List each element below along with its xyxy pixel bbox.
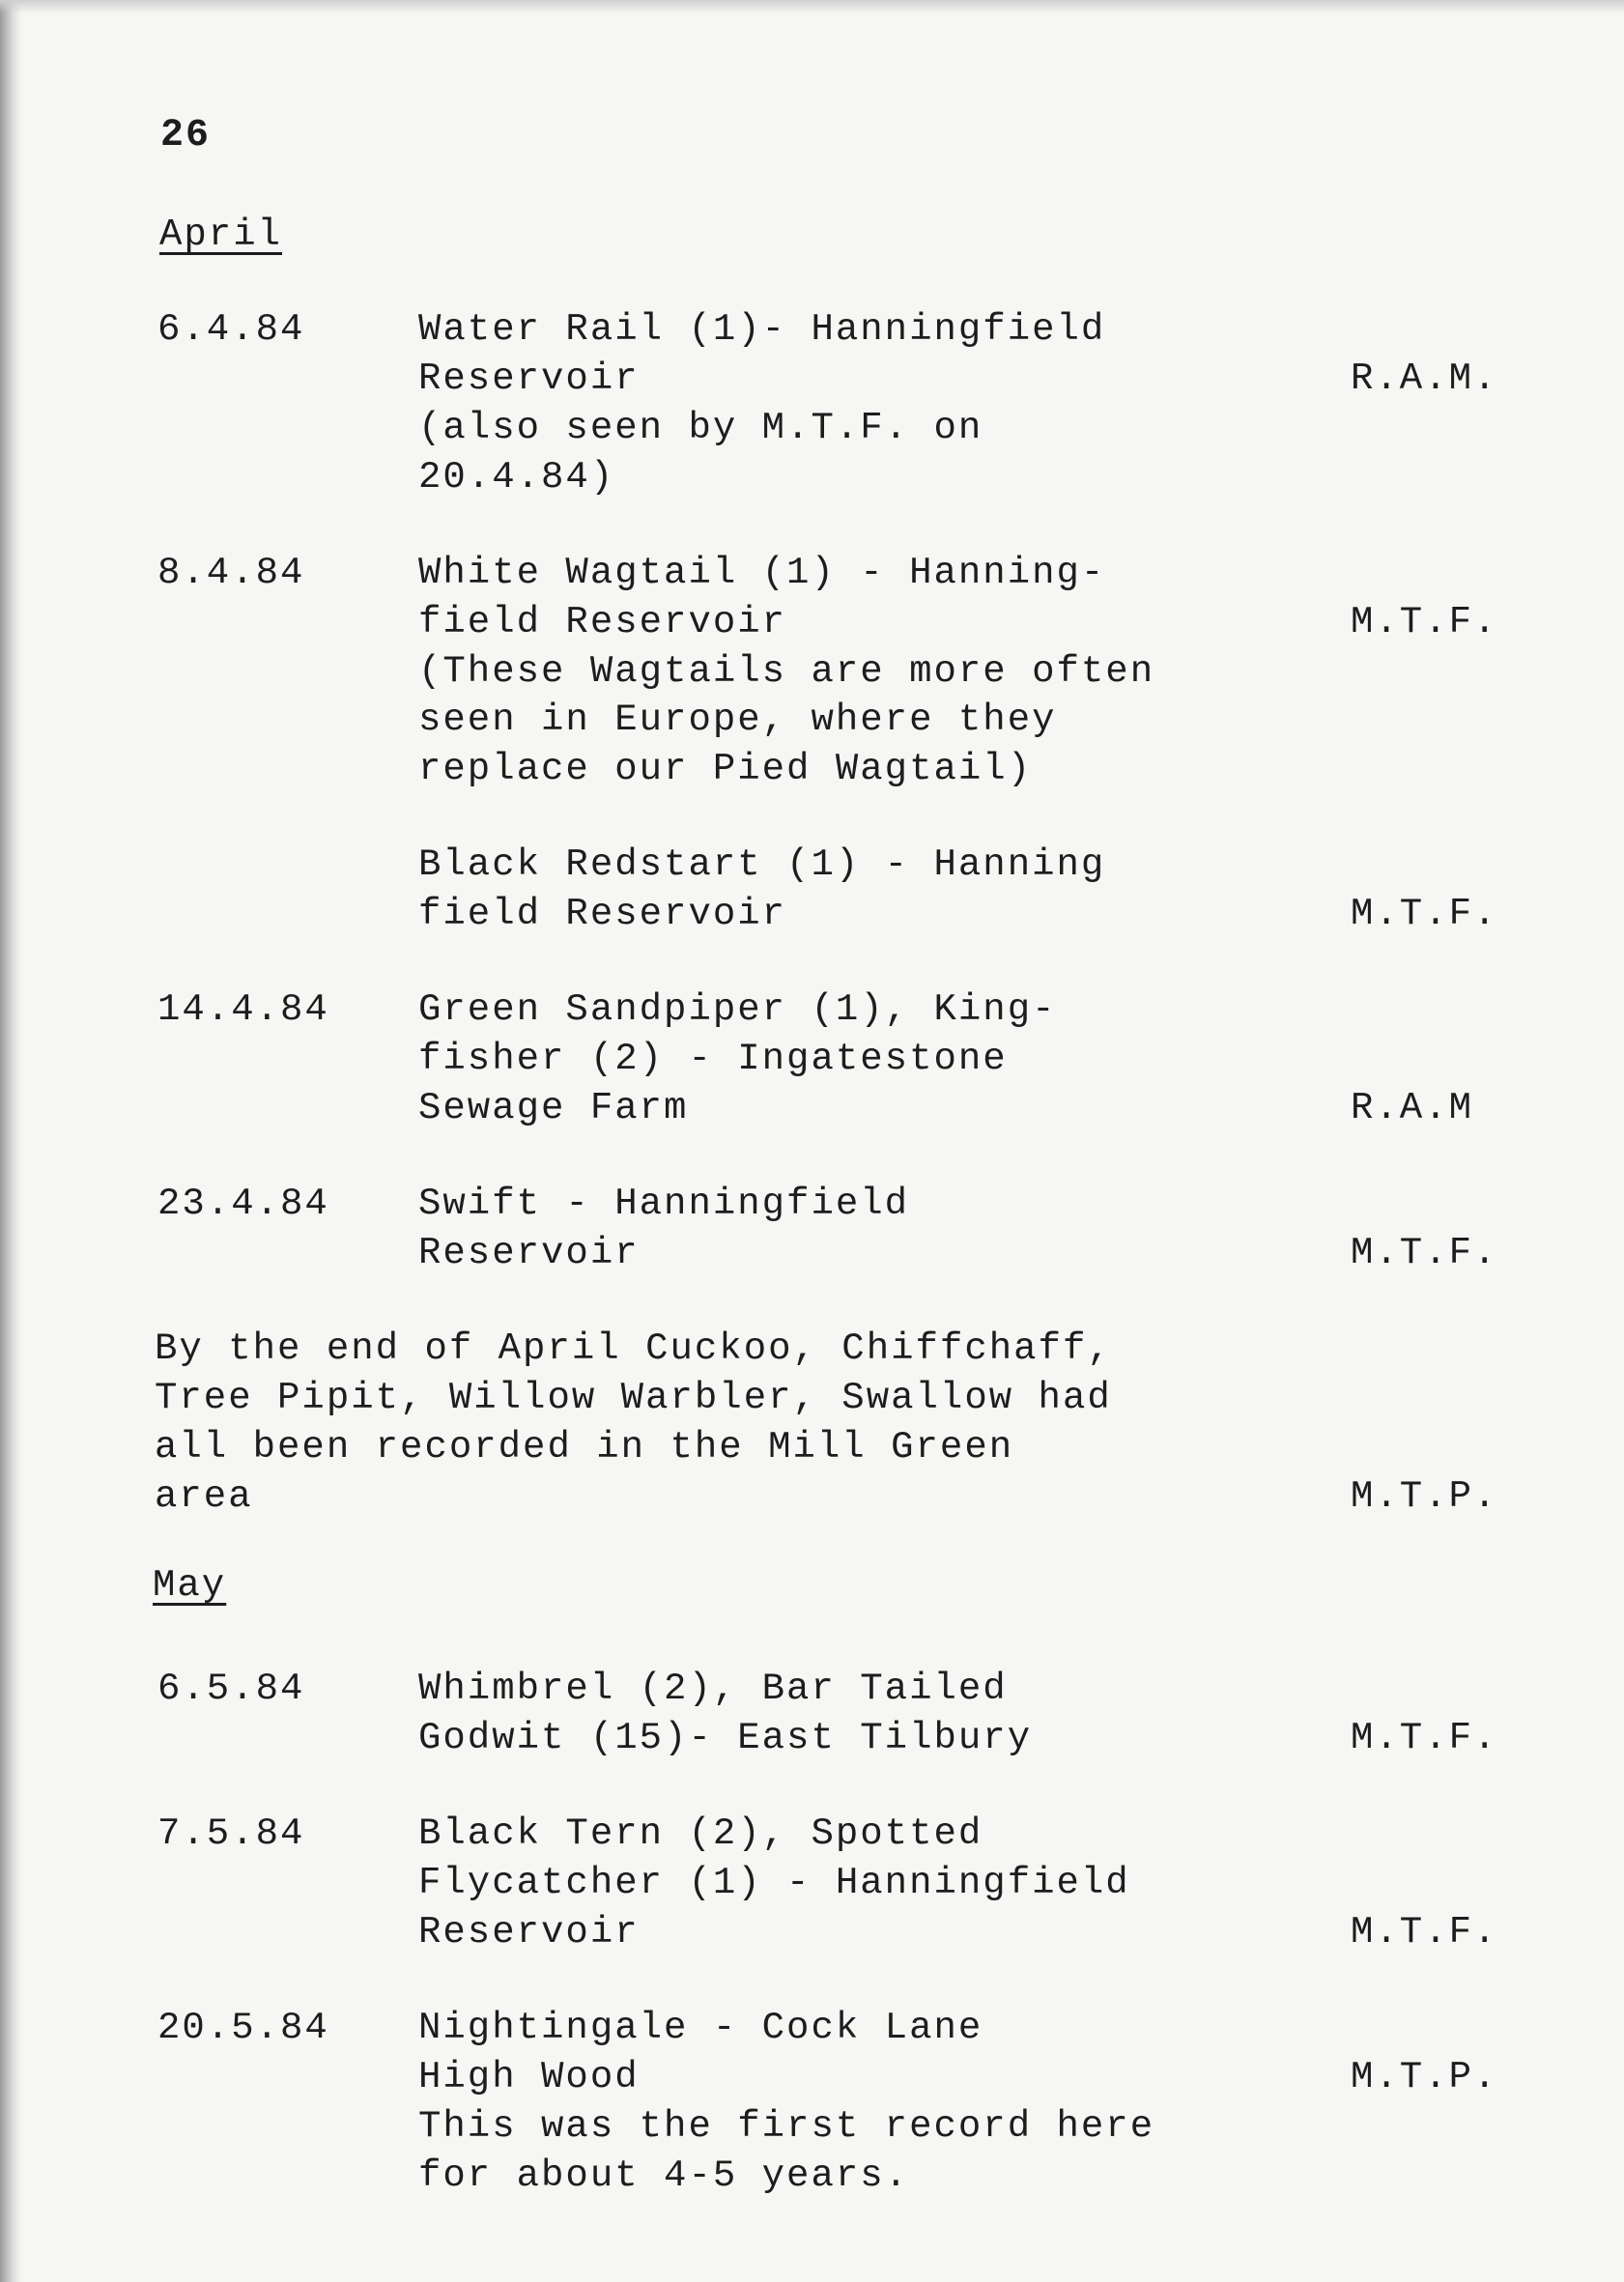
summary-line: all been recorded in the Mill Green (155, 1426, 1014, 1469)
entry-line: field Reservoir (418, 893, 787, 935)
section-heading-april: April (159, 214, 283, 256)
entry-observer: M.T.F. (1351, 601, 1498, 643)
entry-line: seen in Europe, where they (418, 699, 1057, 741)
summary-observer: M.T.P. (1351, 1475, 1498, 1518)
entry-date: 23.4.84 (157, 1183, 329, 1225)
entry-line: Water Rail (1)- Hanningfield (418, 308, 1106, 351)
entry-line: 20.4.84) (418, 456, 615, 499)
entry-line: fisher (2) - Ingatestone (418, 1038, 1008, 1080)
entry-observer: M.T.F. (1351, 1911, 1498, 1954)
entry-line: Black Redstart (1) - Hanning (418, 843, 1106, 886)
entry-date: 6.5.84 (157, 1668, 305, 1710)
entry-observer: M.T.F. (1351, 893, 1498, 935)
summary-line: By the end of April Cuckoo, Chiffchaff, (155, 1327, 1112, 1370)
section-heading-may: May (153, 1564, 227, 1607)
entry-date: 8.4.84 (157, 552, 305, 594)
page-top-shadow (0, 0, 1624, 14)
entry-line: Reservoir (418, 1911, 640, 1954)
entry-line: (also seen by M.T.F. on (418, 407, 983, 449)
entry-line: Flycatcher (1) - Hanningfield (418, 1862, 1130, 1904)
entry-observer: M.T.F. (1351, 1717, 1498, 1759)
page-number: 26 (160, 114, 212, 157)
entry-line: Godwit (15)- East Tilbury (418, 1717, 1033, 1759)
entry-line: Nightingale - Cock Lane (418, 2007, 983, 2049)
page-edge-shadow (0, 0, 21, 2282)
entry-line: Swift - Hanningfield (418, 1183, 910, 1225)
entry-observer: M.T.P. (1351, 2056, 1498, 2098)
entry-date: 7.5.84 (157, 1812, 305, 1855)
entry-line: Reservoir (418, 357, 640, 400)
entry-line: field Reservoir (418, 601, 787, 643)
entry-line: for about 4-5 years. (418, 2154, 910, 2197)
entry-line: Black Tern (2), Spotted (418, 1812, 983, 1855)
entry-date: 14.4.84 (157, 988, 329, 1031)
entry-date: 20.5.84 (157, 2007, 329, 2049)
summary-line: Tree Pipit, Willow Warbler, Swallow had (155, 1377, 1112, 1419)
entry-observer: M.T.F. (1351, 1232, 1498, 1274)
entry-date: 6.4.84 (157, 308, 305, 351)
entry-line: Sewage Farm (418, 1087, 689, 1129)
entry-line: This was the first record here (418, 2105, 1155, 2148)
entry-line: White Wagtail (1) - Hanning- (418, 552, 1106, 594)
entry-observer: R.A.M (1351, 1087, 1474, 1129)
entry-line: Whimbrel (2), Bar Tailed (418, 1668, 1008, 1710)
entry-line: Green Sandpiper (1), King- (418, 988, 1057, 1031)
summary-line: area (155, 1475, 253, 1518)
entry-observer: R.A.M. (1351, 357, 1498, 400)
entry-line: Reservoir (418, 1232, 640, 1274)
entry-line: (These Wagtails are more often (418, 650, 1155, 693)
entry-line: High Wood (418, 2056, 640, 2098)
entry-line: replace our Pied Wagtail) (418, 748, 1033, 790)
